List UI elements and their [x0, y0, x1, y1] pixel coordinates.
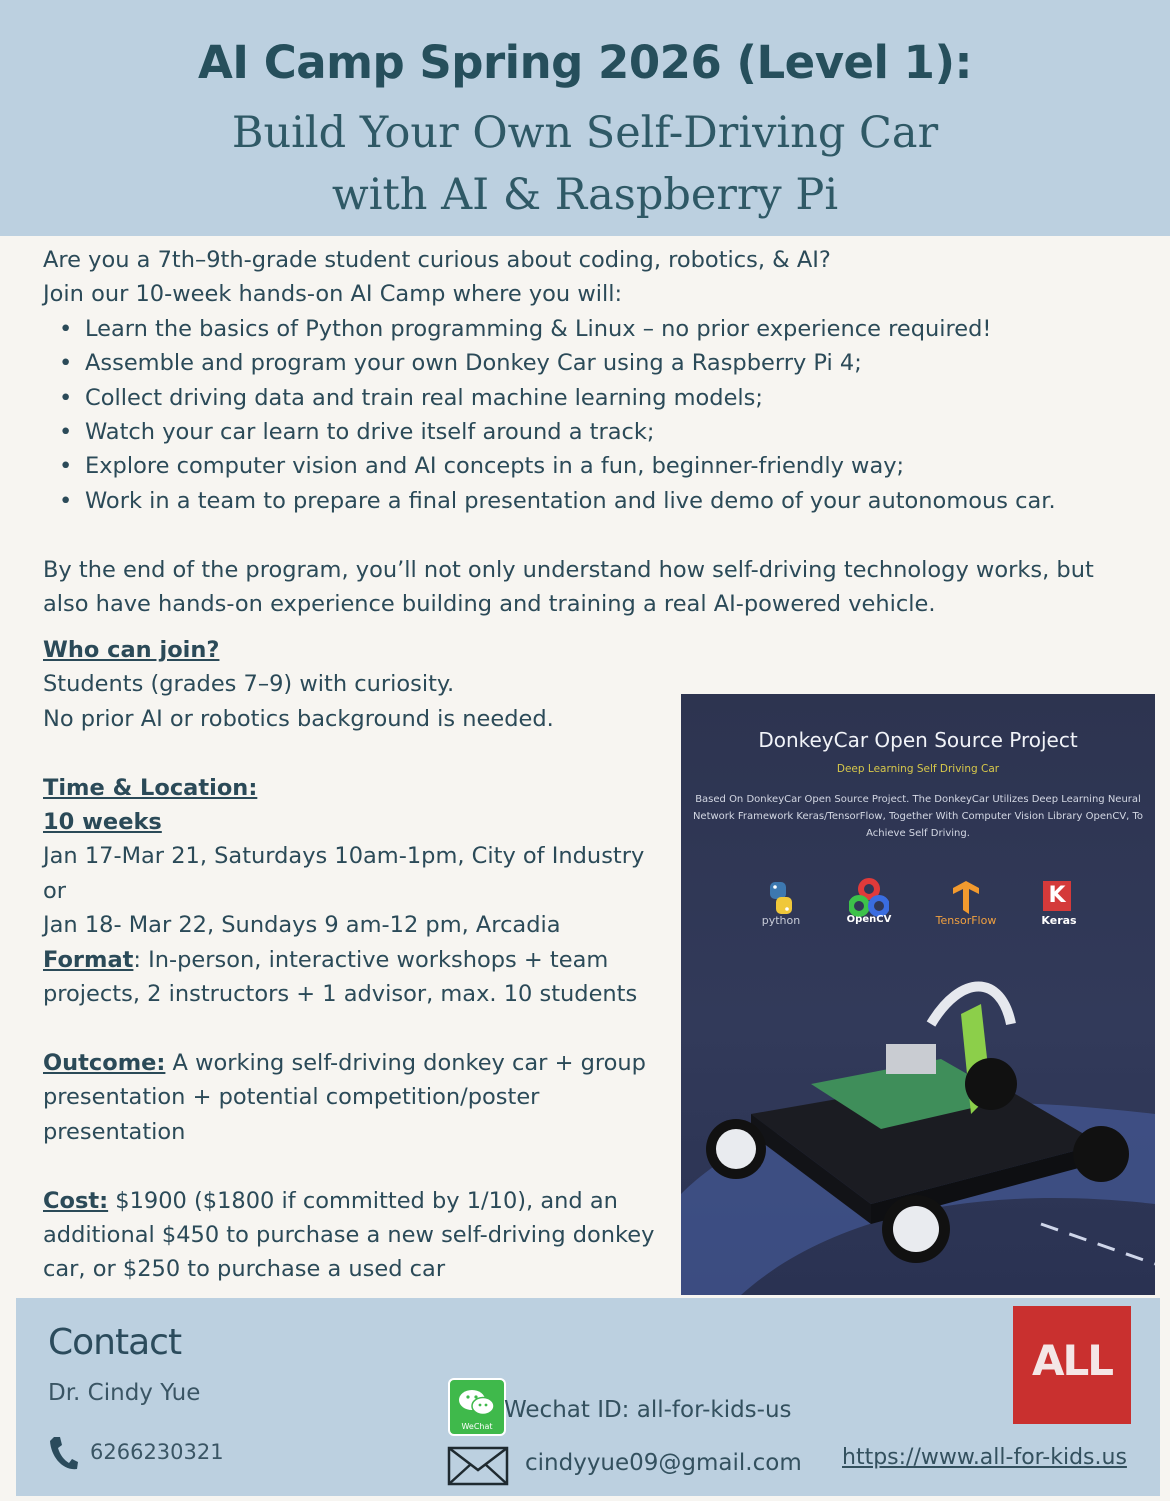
details-section [43, 633, 654, 1287]
photo-subtitle: Deep Learning Self Driving Car [836, 763, 1000, 775]
all-for-kids-logo [1013, 1306, 1131, 1424]
list-item: • Watch your car learn to drive itself around a track; [85, 415, 1056, 449]
self-driving-car-illustration [681, 964, 1155, 1295]
cost-text-3: car, or $250 to purchase a used car [43, 1256, 446, 1283]
opencv-label: OpenCV [846, 914, 892, 925]
python-label: python [761, 914, 801, 927]
contact-email[interactable]: cindyyue09@gmail.com [525, 1450, 802, 1476]
cost-label: Cost: [43, 1187, 109, 1214]
keras-logo-icon: K [1043, 881, 1071, 911]
python-logo-icon [763, 880, 799, 916]
duration-label: 10 weeks [43, 809, 162, 836]
schedule-option-2: Jan 18- Mar 22, Sundays 9 am-12 pm, Arcadia [43, 912, 561, 939]
photo-title: DonkeyCar Open Source Project [758, 728, 1078, 752]
wechat-id: Wechat ID: all-for-kids-us [504, 1397, 792, 1423]
wechat-icon [448, 1378, 506, 1436]
schedule-option-1: Jan 17-Mar 21, Saturdays 10am-1pm, City of Industry [43, 843, 645, 870]
list-item: • Learn the basics of Python programming & Linux – no prior experience required! [85, 312, 1056, 346]
contact-name: Dr. Cindy Yue [48, 1380, 201, 1406]
logo-text: ALL [1031, 1336, 1113, 1385]
tensorflow-label: TensorFlow [935, 914, 997, 927]
schedule-or: or [43, 877, 67, 904]
photo-description: Based On DonkeyCar Open Source Project. The DonkeyCar Utilizes Deep Learning Neural Network Framework Keras/TensorFlow, Together With Computer Vision Library OpenCV, To Achieve Self Driving. [692, 794, 1144, 839]
summary-section [43, 553, 1094, 622]
intro-section [43, 243, 1056, 518]
website-link[interactable]: https://www.all-for-kids.us [842, 1445, 1127, 1470]
intro-question: Are you a 7th–9th-grade student curious about coding, robotics, & AI? [43, 247, 831, 273]
contact-heading: Contact [48, 1322, 182, 1363]
format-text-2: projects, 2 instructors + 1 advisor, max. 10 students [43, 981, 638, 1008]
list-item: • Explore computer vision and AI concepts in a fun, beginner-friendly way; [85, 449, 1056, 483]
intro-join: Join our 10-week hands-on AI Camp where you will: [43, 281, 623, 308]
contact-footer [16, 1298, 1160, 1496]
tensorflow-logo-icon [949, 880, 983, 916]
keras-label: Keras [1041, 914, 1077, 927]
list-item: • Collect driving data and train real machine learning models; [85, 381, 1056, 415]
feature-list [43, 312, 1056, 518]
page-subtitle-line2: with AI & Raspberry Pi [331, 170, 839, 220]
summary-line2: also have hands-on experience building and training a real AI-powered vehicle. [43, 591, 936, 618]
outcome-text-2: presentation + potential competition/poster [43, 1084, 540, 1111]
list-item: • Assemble and program your own Donkey Car using a Raspberry Pi 4; [85, 346, 1056, 380]
page-title: AI Camp Spring 2026 (Level 1): [197, 36, 973, 89]
who-line2: No prior AI or robotics background is needed. [43, 705, 554, 732]
opencv-logo-icon [849, 878, 889, 918]
outcome-text-3: presentation [43, 1118, 186, 1145]
who-line1: Students (grades 7–9) with curiosity. [43, 671, 455, 698]
wechat-badge-label: WeChat [461, 1422, 493, 1431]
donkeycar-photo [681, 694, 1155, 1295]
cost-text-2: additional $450 to purchase a new self-driving donkey [43, 1221, 655, 1248]
time-location-label: Time & Location: [43, 774, 258, 801]
outcome-label: Outcome: [43, 1049, 166, 1076]
format-text: : In-person, interactive workshops + team [133, 946, 609, 973]
cost-text: $1900 ($1800 if committed by 1/10), and an [108, 1187, 618, 1214]
phone-icon [48, 1435, 78, 1473]
page-subtitle-line1: Build Your Own Self-Driving Car [231, 108, 939, 158]
who-label: Who can join? [43, 637, 220, 663]
header-banner [0, 0, 1170, 236]
contact-phone[interactable]: 6266230321 [90, 1440, 224, 1464]
summary-line1: By the end of the program, you’ll not only understand how self-driving technology works, but [43, 557, 1094, 583]
format-label: Format [43, 946, 134, 973]
email-icon [447, 1446, 509, 1486]
outcome-text: A working self-driving donkey car + group [165, 1049, 646, 1076]
list-item: • Work in a team to prepare a final presentation and live demo of your autonomous car. [85, 484, 1056, 518]
